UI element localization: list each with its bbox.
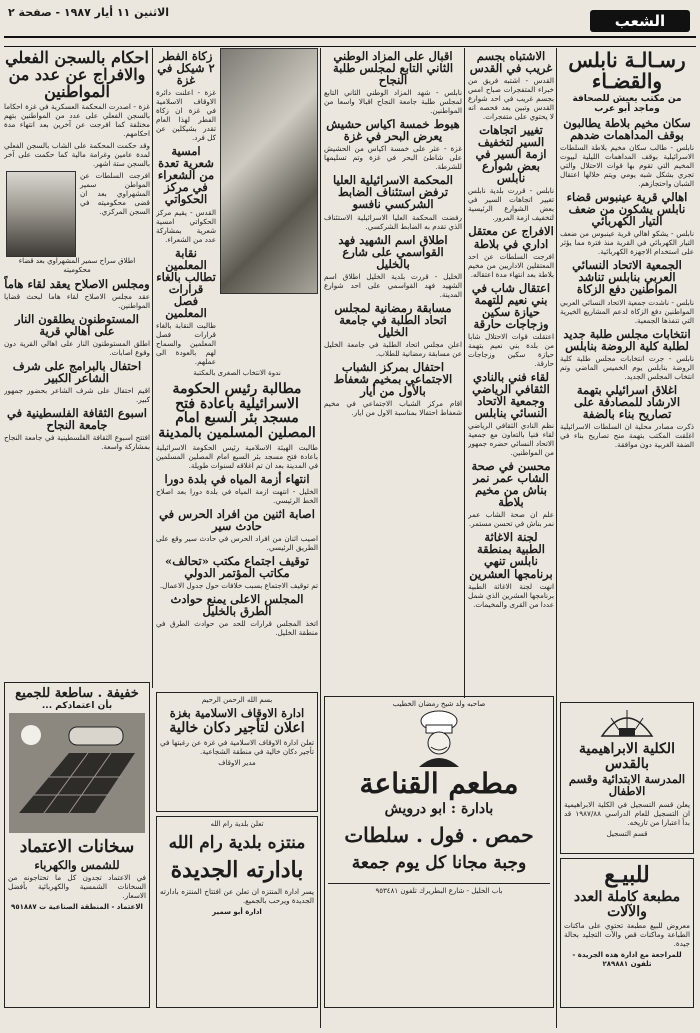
ad-address: باب الخليل - شارع البطريرك تلفون ٩٥٣٤٨١ [328, 883, 550, 896]
story-body: نظم النادي الثقافي الرياضي لقاء فنيا بالتعاون مع جمعية الاتحاد النسائي حضره جمهور من المواطنين. [468, 421, 554, 458]
story-body: رفضت المحكمة العليا الاسرائيلية الاستئناف الذي تقدم به الضابط الشركسي. [324, 212, 462, 231]
column-divider [320, 48, 321, 1028]
story-body: نابلس - جرت انتخابات مجلس طلبة كلية الروضة بنابلس يوم الخميس الماضي وتم انتخاب المجلس الجديد. [560, 353, 694, 381]
ad-solar-heaters [4, 682, 150, 1008]
story-body: غزة - عثر على خمسة اكياس من الحشيش على شاطئ البحر في غزة وتم تسليمها للشرطة. [324, 144, 462, 172]
story-body: افتتح اسبوع الثقافة الفلسطينية في جامعة النجاح بمشاركة واسعة. [4, 433, 150, 452]
ad-body: يعلن قسم التسجيل في الكلية الابراهيمية ان التسجيل للعام الدراسي ١٩٨٧/٨٨ قد بدأ اعتبارا من تاريخه. [564, 799, 690, 827]
story-headline: اغلاق اسرائيلي بتهمة الارشاد للمصادفة على تصاريح بناء بالضفة [573, 382, 681, 421]
story-body: انهت لجنة الاغاثة الطبية برنامجها العشرين الذي شمل عددا من القرى والمخيمات. [468, 581, 554, 609]
ad-chef: بادارة : ابو درويش [384, 801, 494, 818]
story-headline: اسبوع الثقافة الفلسطينية في جامعة النجاح [7, 405, 147, 432]
story-body: الخليل - انتهت ازمة المياه في بلدة دورا بعد اصلاح الخط الرئيسي. [156, 486, 318, 505]
story-headline: لقاء فني بالنادي الثقافي الرياضي وجمعية الاتحاد النسائي بنابلس [472, 369, 550, 420]
column-divider [152, 48, 153, 688]
ad-title: مطعم القناعة [359, 767, 519, 801]
story-body: نابلس - شهد المزاد الوطني الثاني التابع لمجلس طلبة جامعة النجاح اقبالا واسعا من المواطنين. [324, 88, 462, 116]
ad-phone: للمراجعة مع ادارة هذه الجريدة - تلفون ٢٨٩٨٨١ [572, 951, 682, 969]
ad-small-line: صاحبه ولد شيخ رمضان الخطيب [392, 700, 486, 708]
story-headline: انتهاء أزمة المياه في بلدة دورا [164, 471, 310, 486]
ad-restaurant [324, 696, 554, 1008]
story-body: نابلس - ناشدت جمعية الاتحاد النسائي العربي المواطنين دفع الزكاة لدعم المشاريع الخيرية التي تنفذها الجمعية. [560, 297, 694, 325]
ad-waqf [156, 692, 318, 812]
story-headline-main: مطالبة رئيس الحكومة الاسرائيلية باعادة فتح مسجد بئر السبع امام المصلين المسلمين بالمدينة [158, 380, 316, 442]
ad-offer: وجبة مجانا كل يوم جمعة [351, 852, 527, 873]
ad-sale [560, 858, 694, 1008]
column-gaza [4, 48, 150, 678]
ad-body: في الاعتماد تجدون كل ما تحتاجونه من السخانات الشمسية والكهربائية بأفضل الاسعار. [8, 872, 146, 900]
story-body: تم توقيف الاجتماع بسبب خلافات حول جدول الاعمال. [159, 581, 318, 591]
ad-title: للبيـع [604, 862, 650, 888]
story-body: اتخذ المجلس قرارات للحد من حوادث الطرق في منطقة الخليل. [156, 619, 318, 638]
ad-title: ادارة الاوقاف الاسلامية بغزة [169, 706, 305, 721]
story-headline: توقيف اجتماع مكتب «تحالف» مكاتب المؤتمر الدولي [165, 553, 309, 580]
story-headline: سكان مخيم بلاطة يطالبون بوقف المداهمات ضدهم [563, 116, 691, 143]
story-body: اقيم احتفال على شرف الشاعر بحضور جمهور كبير. [4, 385, 150, 404]
news-photo [220, 48, 318, 294]
photo-caption: اطلاق سراح سمير المشهراوي بعد قضاء محكوميته [18, 257, 136, 275]
ad-ramallah-park [156, 816, 318, 1008]
story-headline: المجلس الاعلى يمنع حوادث الطرق بالخليل [170, 592, 304, 619]
chef-icon [404, 709, 474, 767]
story-body: غزة - اصدرت المحكمة العسكرية في غزة احكاما بالسجن الفعلي على عدد من المواطنين بتهم مختلفة كما افرجت عن آخرين بعد انتهاء مدة احكامهم. [4, 102, 150, 139]
solar-panel-icon [9, 713, 145, 833]
ad-title: منتزه بلدية رام الله [168, 833, 306, 854]
story-body: طالبت الهيئة الاسلامية رئيس الحكومة الاسرائيلية باعادة فتح مسجد بئر السبع امام المصلين المسلمين في المدينة بعد ان تم اغلاقه لسنوات طويلة. [156, 442, 318, 470]
story-body: اعلن مجلس اتحاد الطلبة في جامعة الخليل عن مسابقة رمضانية للطلاب. [324, 339, 462, 358]
story-body: اقام مركز الشباب الاجتماعي في مخيم شعفاط احتفالا بمناسبة الاول من ايار. [324, 399, 462, 418]
story-headline: احتفال بالبرامج على شرف الشاعر الكبير [12, 358, 142, 385]
story-headline: هبوط خمسة اكياس حشيش يعرض البحر في غزة [326, 117, 460, 144]
portrait-photo [6, 171, 76, 257]
story-headline: لجنة الاغاثة الطبية بمنطقة نابلس تنهي برنامجها العشرين [469, 530, 553, 581]
story-body: ذكرت مصادر محلية ان السلطات الاسرائيلية اغلقت المكتب بتهمة منح تصاريح بناء في الضفة الغربية دون موافقة. [560, 421, 694, 449]
ad-basmala: بسم الله الرحمن الرحيم [201, 696, 273, 704]
story-body: الخليل - قررت بلدية الخليل اطلاق اسم الشهيد فهد القواسمي على احد شوارع المدينة. [324, 271, 462, 299]
column-news-3 [324, 48, 462, 688]
ad-small-line: تعلن بلدية رام الله [210, 820, 264, 828]
story-headline: الجمعية الاتحاد النسائي العربي بنابلس تناشد المواطنين دفع الزكاة [572, 258, 682, 297]
ad-subtitle: بأن اعتمادكم ... [41, 701, 113, 711]
story-body: طالبت النقابة بالغاء قرارات فصل المعلمين والسماح لهم بالعودة الى عملهم. [156, 320, 216, 366]
ad-body: يسر ادارة المنتزه ان تعلن عن افتتاح المنتزه بادارته الجديدة ويرحب بالجميع. [160, 887, 314, 906]
ad-main: اعلان لتأجير دكان خالية [169, 720, 305, 737]
story-body: اصيب اثنان من افراد الحرس في حادث سير وقع على الطريق الرئيسي. [156, 533, 318, 552]
ad-description: للشمس والكهرباء [34, 857, 120, 872]
story-body: اعتقلت قوات الاحتلال شابا من بلدة بني نعيم بتهمة حيازة سكين وزجاجات حارقة. [468, 331, 554, 368]
ad-footer: قسم التسجيل [606, 829, 648, 838]
story-body: افرجت السلطات عن احد المعتقلين الاداريين من مخيم بلاطة بعد انتهاء مدة اعتقاله. [468, 251, 554, 279]
story-headline: محسن في صحة الشاب عمر نمر بناش من مخيم بلاطة [471, 459, 551, 510]
story-body: اطلق المستوطنون النار على اهالي القرية دون وقوع اصابات. [4, 338, 150, 357]
college-emblem-icon [597, 706, 657, 740]
story-body: افرجت السلطات عن المواطن سمير المشهراوي بعد ان قضى محكوميته في السجن المركزي. [80, 171, 150, 217]
story-headline: تغيير اتجاهات السير لتخفيف ازمة السير في بعض شوارع نابلس [475, 123, 547, 186]
story-body: نابلس - قررت بلدية نابلس تغيير اتجاهات السير في بعض الشوارع الرئيسية لتخفيف ازمة المرور. [468, 186, 554, 223]
section-title: رسـالـة نابلس والقضـاء [568, 48, 686, 93]
date-line: الاثنين ١١ أيار ١٩٨٧ - صفحة ٢ [8, 6, 170, 19]
story-body: القدس - اشتبه فريق من خبراء المتفجرات صباح امس بجسم غريب في احد شوارع القدس وتبين بعد فحصه انه لا يحتوي على متفجرات. [468, 76, 554, 122]
column-divider [556, 48, 557, 1028]
ad-subtitle: بادارته الجديدة [170, 857, 304, 884]
story-body: نابلس - يشكو اهالي قرية عينبوس من ضعف التيار الكهربائي في القرية منذ فترة مما يؤثر على استخدام الاجهزة الكهربائية. [560, 229, 694, 257]
ad-address: الاعتماد - المنطقة الصناعية ت ٩٥١٨٨٧ [11, 902, 143, 911]
story-headline: اعتقال شاب في بني نعيم للتهمة حيازة سكين وزجاجات حارقة [471, 280, 551, 331]
ad-footer: مدير الاوقاف [218, 758, 256, 767]
story-headline: زكاة الفطر ٢ شيكل في غزة [157, 49, 215, 88]
story-headline: احتفال بمركز الشباب الاجتماعي بمخيم شعفاط بالأول من أيار [333, 359, 453, 398]
masthead-logo: الشعب [590, 10, 690, 32]
ad-menu: حمص . فول . سلطات [344, 822, 534, 847]
story-headline: اطلاق اسم الشهيد فهد القواسمي على شارع بالخليل [338, 232, 448, 271]
story-body: غزة - اعلنت دائرة الاوقاف الاسلامية في غزة ان زكاة الفطر لهذا العام تقدر بشيكلين عن كل فرد. [156, 88, 216, 143]
column-news-2 [468, 48, 554, 698]
photo-caption: ندوة الانتخاب الصغرى بالمكتبة [193, 368, 281, 377]
ad-title: الكلية الابراهيمية بالقدس [579, 741, 675, 772]
ad-college [560, 702, 694, 854]
story-body: عقد مجلس الاصلاح لقاء هاما لبحث قضايا المواطنين. [4, 291, 150, 310]
section-byline: من مكتب يعيش للصحافة وماجد أبو عرب [572, 94, 682, 114]
ad-body: تعلن ادارة الاوقاف الاسلامية في غزة عن رغبتها في تأجير دكان خالية في منطقة الشجاعية. [160, 737, 314, 756]
column-news-4 [156, 48, 318, 688]
story-headline: اصابة اثنين من افراد الحرس في حادث سير [159, 506, 315, 533]
story-headline: الافراج عن معتقل اداري في بلاطة [468, 224, 554, 251]
story-body: نابلس - طالب سكان مخيم بلاطة السلطات الاسرائيلية بوقف المداهمات الليلية لبيوت المخيم التي تقوم بها قوات الاحتلال والتي تجري بشكل شبه يومي ويتم خلالها اعتقال الشبان واحتجازهم. [560, 143, 694, 189]
ad-body: معروض للبيع مطبعة تحتوي على ماكنات الطباعة وماكنات قص والآت التجليد بحالة جيدة. [564, 921, 690, 949]
ad-title: خفيفة . ساطعة للجميع [15, 686, 139, 701]
ad-brand: سخانات الاعتماد [19, 836, 135, 857]
column-nablus [560, 48, 694, 698]
story-headline: المستوطنون يطلقون النار على اهالي قرية [15, 311, 139, 338]
header-rule [4, 36, 696, 47]
story-body: وقد حكمت المحكمة على الشاب بالسجن الفعلي لمدة عامين وغرامة مالية كما حكمت على آخر بالسجن ستة اشهر. [4, 141, 150, 169]
story-headline: اقبال على المزاد الوطني الثاني التابع لمجلس طلبة النجاح [332, 49, 454, 88]
story-headline: المحكمة الاسرائيلية العليا ترفض استئناف الضابط الشركسي نافسو [332, 173, 453, 212]
ad-footer: ادارة أبو سمير [212, 908, 262, 917]
story-headline: انتخابات مجلس طلبة جديد لطلبة كلية الروضة بنابلس [563, 326, 691, 353]
story-headline: نقابة المعلمين تطالب بالغاء قرارات فصل المعلمين [156, 245, 216, 320]
ad-subtitle: مطبعة كاملة العدد والآلات [573, 889, 681, 920]
story-headline: امسية شعرية تعدة من الشعراء في مركز الحكواتي [157, 144, 215, 207]
column-divider [464, 48, 465, 698]
ad-subtitle: المدرسة الابتدائية وقسم الاطفال [568, 772, 686, 799]
story-body: علم ان صحة الشاب عمر نمر بناش في تحسن مستمر. [468, 510, 554, 529]
story-headline: الاشتباه بجسم غريب في القدس [469, 49, 553, 76]
story-headline: ومجلس الاصلاح يعقد لقاء هاماً [4, 276, 150, 291]
story-body: القدس - يقيم مركز الحكواتي امسية شعرية بمشاركة عدد من الشعراء. [156, 207, 216, 244]
story-headline: مسابقة رمضانية لمجلس اتحاد الطلبة في جامعة الخليل [334, 300, 452, 339]
story-headline: اهالي قرية عينبوس قضاء نابلس يشكون من ضعف التيار الكهربائي [566, 190, 688, 229]
section-title: احكام بالسجن الفعلي والافراج عن عدد من المواطنين [5, 48, 149, 101]
